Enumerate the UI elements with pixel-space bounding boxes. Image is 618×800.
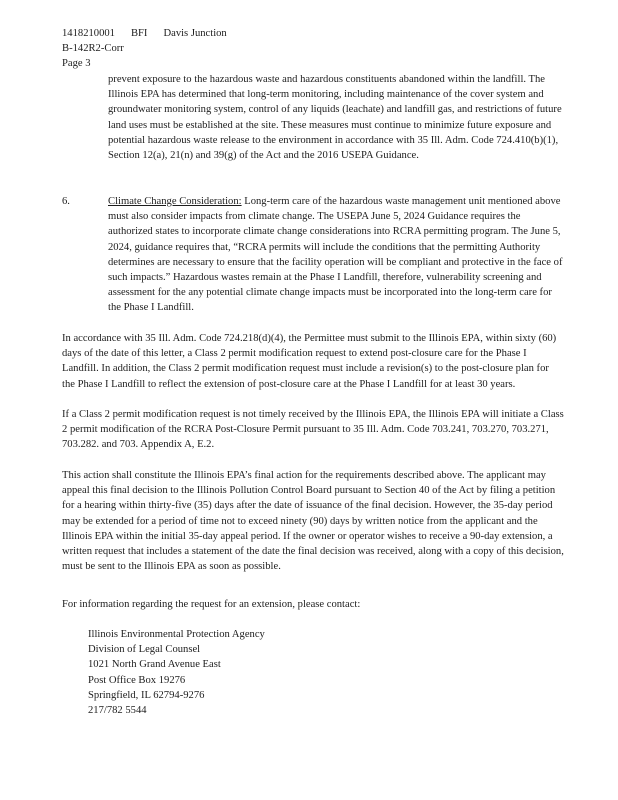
continuation-tail: ) of the Act and the 2016 USEPA Guidance. — [233, 150, 419, 162]
item-5-continuation — [108, 72, 564, 163]
facility-code: BFI — [130, 28, 148, 39]
address-line: Division of Legal Counsel — [88, 644, 201, 656]
contact-address — [88, 627, 265, 718]
continuation-text: prevent exposure to the hazardous waste and hazardous constituents abandoned within the landfill. The Illinois EPA has determined that long-term monitoring, including maintenance of the cover system and groundwater monitoring system, control of any liquids (leachate) and landfill gas, and restrictions of future land uses must be established at the site. These measures must continue to minimize future exposure and potential hazardous waste release to the environment in accordance with 35 Ill. Adm. Code 724.410(b)(1), Section 12(a), 21(n) and 39( — [108, 74, 562, 162]
doc-id: 1418210001 — [62, 28, 115, 39]
header-line-1 — [62, 26, 227, 41]
facility-name: Davis Junction — [163, 28, 227, 39]
paragraph-appeal: This action shall constitute the Illinois EPA’s final action for the requirements described above. The applicant may appeal this final decision to the Illinois Pollution Control Board pursuant to Section 40 of the Act by filing a petition for a hearing within thirty-five (35) days after the date of issuance of the final decision. However, the 35-day period may be extended for a period of time not to exceed ninety (90) days by written notice from the applicant and the Illinois EPA within the initial 35-day appeal period. If the owner or operator wishes to receive a 90-day extension, a written request that includes a statement of the date the final decision was received, along with a copy of this decision, must be sent to the Illinois EPA as soon as possible. — [62, 470, 564, 573]
continuation-underlined: g — [227, 150, 234, 162]
paragraph-post-closure: In accordance with 35 Ill. Adm. Code 724.218(d)(4), the Permittee must submit to the Illinois EPA, within sixty (60) days of the date of this letter, a Class 2 permit modification request to extend post-closure care for the Phase I Landfill. In addition, the Class 2 permit modification request must include a revision(s) to the post-closure plan for the Phase I Landfill to reflect the extension of post-closure care at the Phase I Landfill for at least 30 years. — [62, 333, 557, 390]
page-header — [62, 26, 227, 72]
address-line: Illinois Environmental Protection Agency — [88, 629, 265, 640]
log-number: B-142R2-Corr — [62, 43, 124, 55]
item-6-title: Climate Change Consideration: — [108, 196, 242, 207]
page-number: Page 3 — [62, 58, 91, 70]
item-6-number: 6. — [62, 196, 70, 207]
address-line: 217/782 5544 — [88, 705, 147, 717]
address-line: 1021 North Grand Avenue East — [88, 659, 221, 671]
paragraph-class2: If a Class 2 permit modification request is not timely received by the Illinois EPA, the Illinois EPA will initiate a Class 2 permit modification of the RCRA Post-Closure Permit pursuant to 35 Ill. Adm. Code 703.241, 703.270, 703.271, 703.282. and 703. Appendix A, E.2. — [62, 409, 564, 451]
paragraph-contact: For information regarding the request for an extension, please contact: — [62, 599, 361, 610]
address-line: Springfield, IL 62794-9276 — [88, 689, 205, 701]
item-6 — [108, 194, 564, 316]
address-line: Post Office Box 19276 — [88, 674, 186, 686]
item-6-body: Long-term care of the hazardous waste management unit mentioned above must also consider impacts from climate change. The USEPA June 5, 2024 Guidance requires the authorized states to incorporate climate change considerations into RCRA permitting program. The June 5, 2024, guidance requires that, “RCRA permits will include the conditions that the permitting Authority determines are necessary to ensure that the facility operation will be compliant and protective in the face of such impacts.” Hazardous wastes remain at the Phase I Landfill, therefore, vulnerability screening and assessment for the any potential climate change impacts must be incorporated into the long-term care for the Phase I Landfill. — [108, 196, 563, 314]
